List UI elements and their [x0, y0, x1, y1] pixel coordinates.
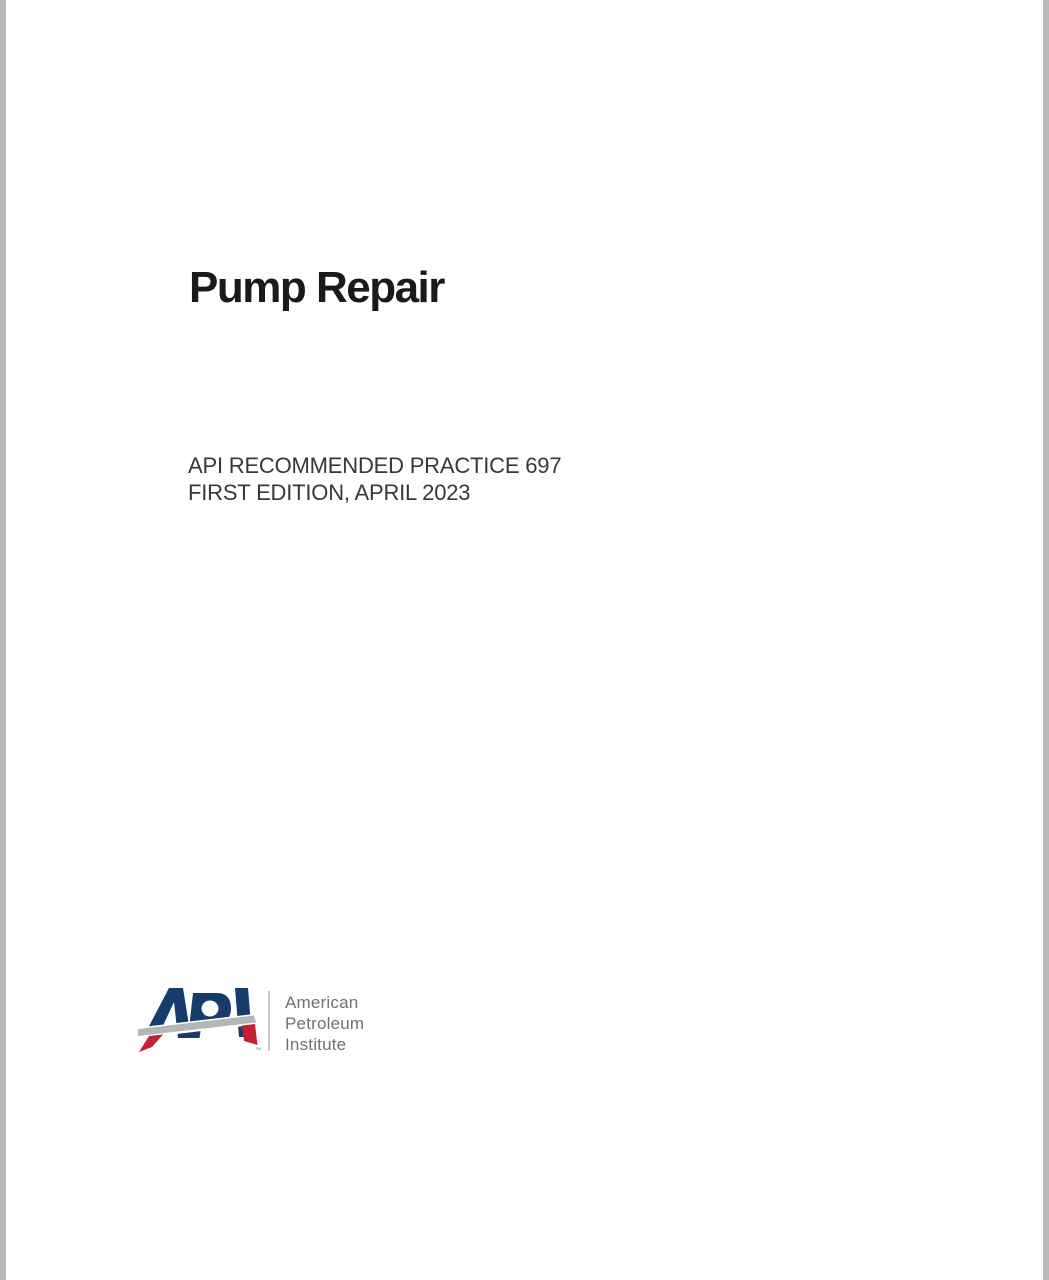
logo-divider	[268, 991, 270, 1051]
logo-trademark-symbol: ™	[255, 1047, 261, 1054]
logo-organization-name	[285, 992, 364, 1055]
page-edge-right	[1043, 0, 1049, 1280]
document-subtitle	[188, 452, 561, 506]
logo-letter-p-counter	[202, 1001, 219, 1017]
org-line-institute: Institute	[285, 1035, 347, 1054]
logo-red-i-tail	[242, 1024, 258, 1045]
org-line-petroleum: Petroleum	[285, 1014, 365, 1033]
api-logo-icon	[138, 982, 273, 1060]
org-line-american: American	[285, 993, 359, 1012]
page-title: Pump Repair	[189, 263, 444, 312]
subtitle-edition-date: FIRST EDITION, APRIL 2023	[188, 480, 471, 505]
api-logo	[138, 982, 438, 1062]
page-edge-left	[0, 0, 6, 1280]
subtitle-practice-number: API RECOMMENDED PRACTICE 697	[188, 453, 562, 478]
